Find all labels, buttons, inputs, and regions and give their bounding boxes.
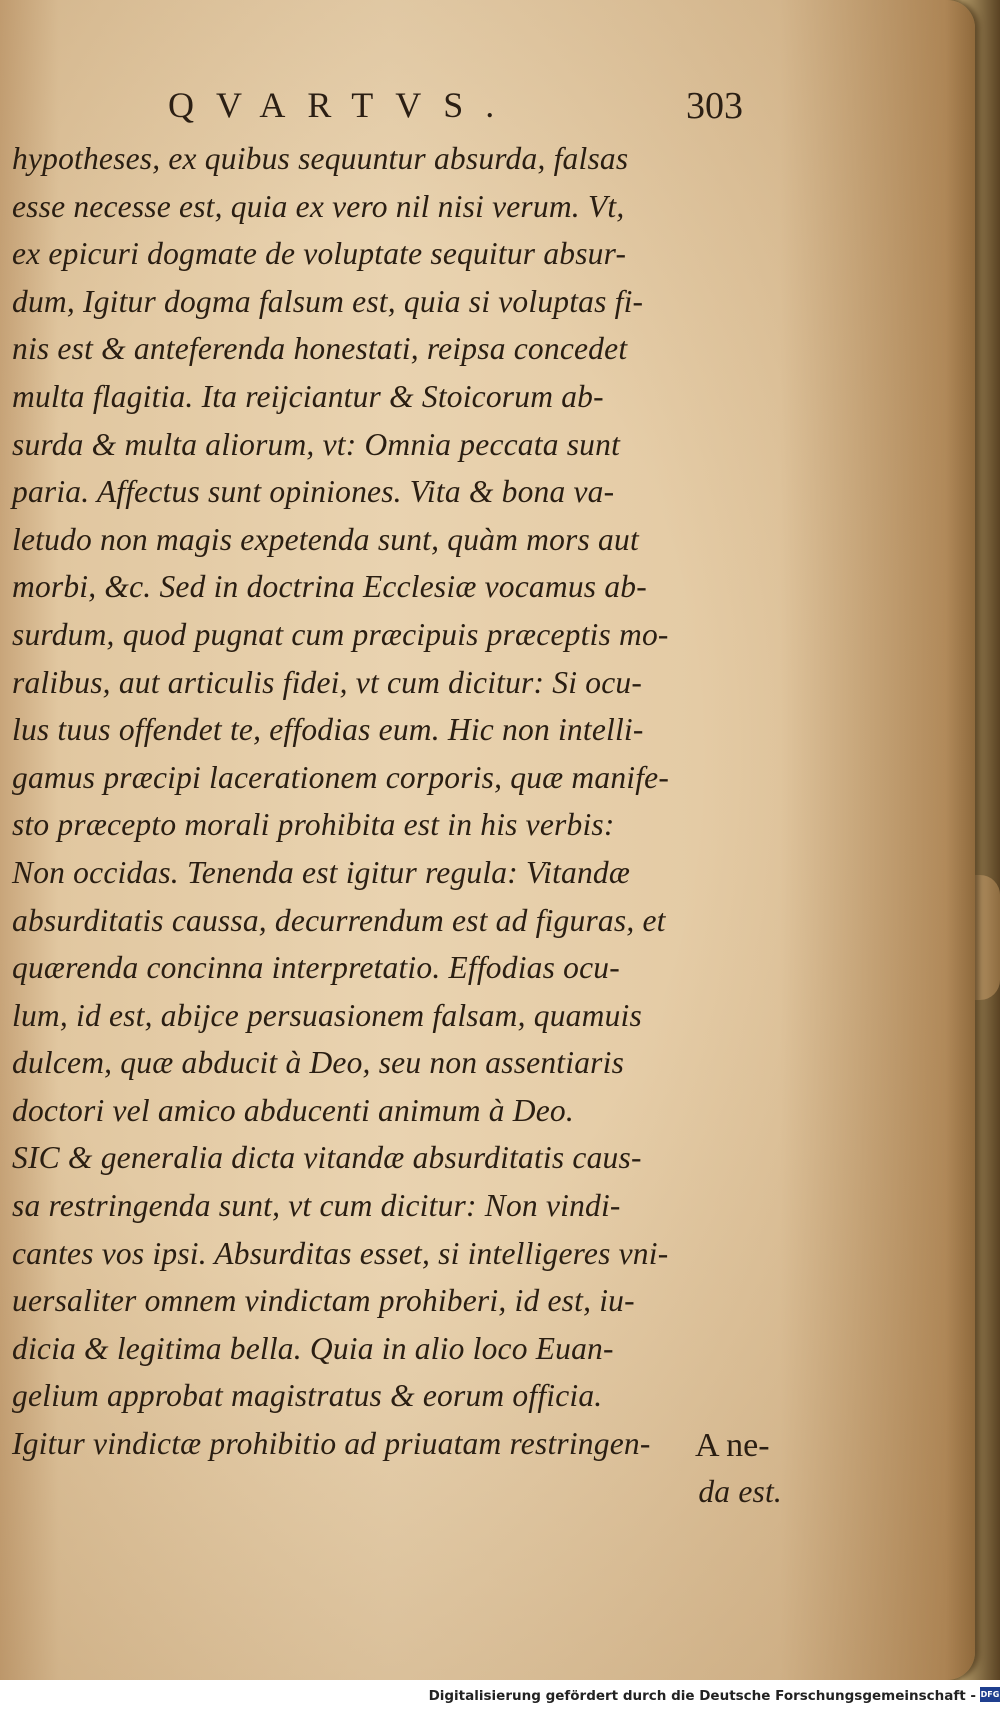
text-line: cantes vos ipsi. Absurditas esset, si intelligeres vni- [12,1235,669,1271]
text-line-final: da est. [698,1473,782,1509]
text-line: dicia & legitima bella. Quia in alio loco Euan- [12,1330,614,1366]
text-line: Igitur vindictæ prohibitio ad priuatam restringen- [12,1426,651,1462]
dfg-logo-icon: DFG [980,1687,1000,1702]
text-line: doctori vel amico abducenti animum à Deo. [12,1092,574,1128]
body-text [12,135,782,1515]
text-line: esse necesse est, quia ex vero nil nisi verum. Vt, [12,188,625,224]
running-title: QVARTVS. [168,85,517,125]
text-line: Non occidas. Tenenda est igitur regula: Vitandæ [12,854,631,890]
text-line: hypotheses, ex quibus sequuntur absurda, falsas [12,141,629,176]
running-head [168,84,743,134]
text-line: gelium approbat magistratus & eorum officia. [12,1378,603,1414]
text-line: nis est & anteferenda honestati, reipsa concedet [12,331,628,367]
page-number: 303 [686,85,743,127]
text-line: ralibus, aut articulis fidei, vt cum dicitur: Si ocu- [12,664,643,700]
text-line: SIC & generalia dicta vitandæ absurditatis caus- [12,1140,642,1176]
text-line: quærenda concinna interpretatio. Effodias ocu- [12,950,620,986]
text-line: surda & multa aliorum, vt: Omnia peccata sunt [12,426,621,462]
catchword: A ne- [695,1427,770,1464]
text-line: surdum, quod pugnat cum præcipuis præceptis mo- [12,616,669,652]
text-line: letudo non magis expetenda sunt, quàm mors aut [12,521,639,557]
text-line: dum, Igitur dogma falsum est, quia si voluptas fi- [12,283,644,319]
digitization-footer [0,1680,1000,1711]
text-line: sto præcepto morali prohibita est in his verbis: [12,807,615,843]
footer-credit: Digitalisierung gefördert durch die Deutsche Forschungsgemeinschaft - [428,1688,976,1704]
text-line: uersaliter omnem vindictam prohiberi, id est, iu- [12,1283,635,1319]
text-line: lus tuus offendet te, effodias eum. Hic non intelli- [12,712,644,748]
text-line: lum, id est, abijce persuasionem falsam, quamuis [12,997,642,1033]
text-line: sa restringenda sunt, vt cum dicitur: Non vindi- [12,1188,621,1224]
text-line: ex epicuri dogmate de voluptate sequitur absur- [12,236,627,272]
text-line: dulcem, quæ abducit à Deo, seu non assentiaris [12,1045,625,1081]
text-line: paria. Affectus sunt opiniones. Vita & bona va- [12,474,615,510]
text-line: morbi, &c. Sed in doctrina Ecclesiæ vocamus ab- [12,569,647,605]
text-line: multa flagitia. Ita reijciantur & Stoicorum ab- [12,378,604,414]
text-line: absurditatis caussa, decurrendum est ad figuras, et [12,902,666,938]
text-line: gamus præcipi lacerationem corporis, quæ manife- [12,759,670,795]
